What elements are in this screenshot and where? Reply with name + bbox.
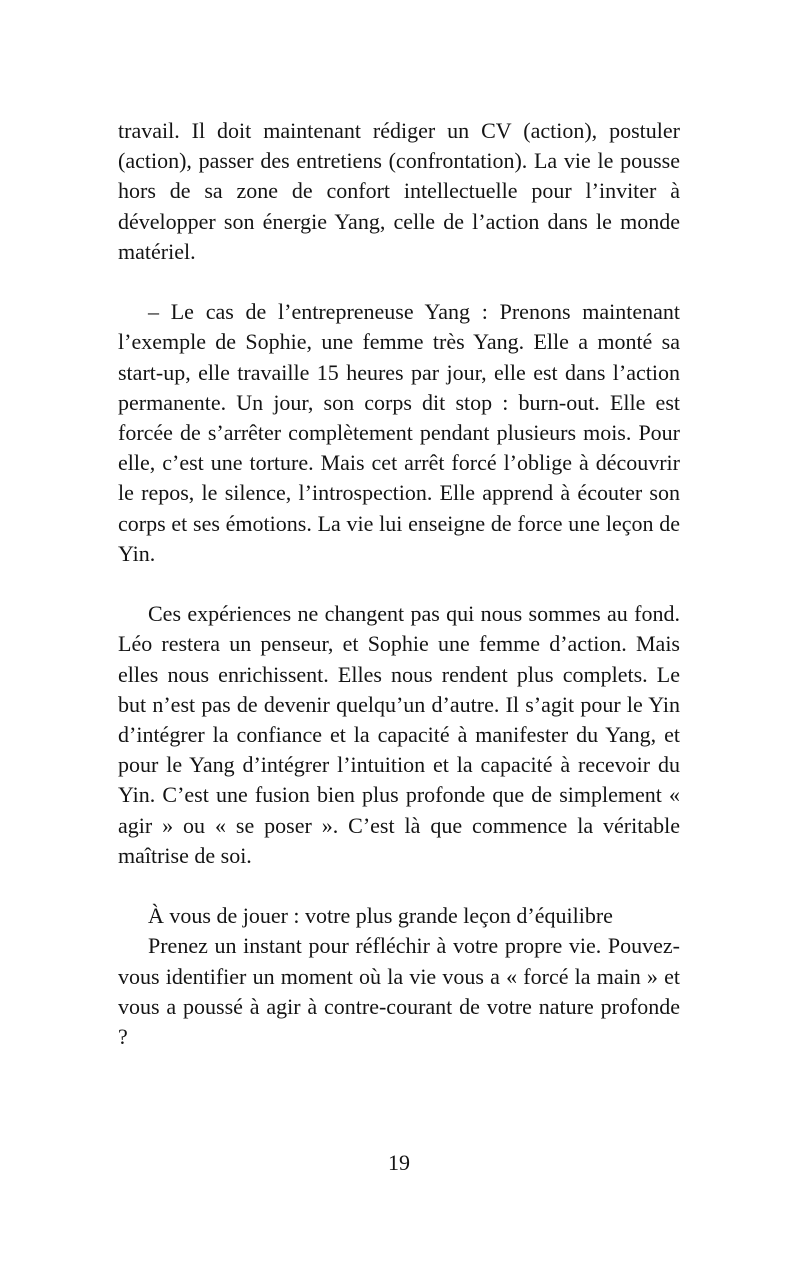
page-number: 19 [388,1150,410,1175]
paragraph-4: Prenez un instant pour réfléchir à votre propre vie. Pouvez-vous identifier un moment où la vie vous a « forcé la main » et vous a poussé à agir à contre-courant de votre nature profonde ? [118,933,680,1050]
paragraph-3: Ces expériences ne changent pas qui nous sommes au fond. Léo restera un penseur, et Sophie une femme d’action. Mais elles nous enrichissent. Elles nous rendent plus complets. Le but n’est pas de devenir quelqu’un d’autre. Il s’agit pour le Yin d’intégrer la confiance et la capacité à manifester du Yang, et pour le Yang d’intégrer l’intuition et la capacité à recevoir du Yin. C’est une fusion bien plus profonde que de simplement « agir » ou « se poser ». C’est là que commence la véritable maîtrise de soi. [118,601,680,868]
exercise-heading: À vous de jouer : votre plus grande leçon d’équilibre [148,903,613,929]
paragraph-1: travail. Il doit maintenant rédiger un CV (action), postuler (action), passer des entretiens (confrontation). La vie le pousse hors de sa zone de confort intellectuelle pour l’inviter à développer son énergie Yang, celle de l’action dans le monde matériel. [118,118,680,264]
paragraph-2: – Le cas de l’entrepreneuse Yang : Prenons maintenant l’exemple de Sophie, une femme très Yang. Elle a monté sa start-up, elle travaille 15 heures par jour, elle est dans l’action permanente. Un jour, son corps dit stop : burn-out. Elle est forcée de s’arrêter complètement pendant plusieurs mois. Pour elle, c’est une torture. Mais cet arrêt forcé l’oblige à découvrir le repos, le silence, l’introspection. Elle apprend à écouter son corps et ses émotions. La vie lui enseigne de force une leçon de Yin. [118,299,680,566]
page-body [118,116,680,1052]
